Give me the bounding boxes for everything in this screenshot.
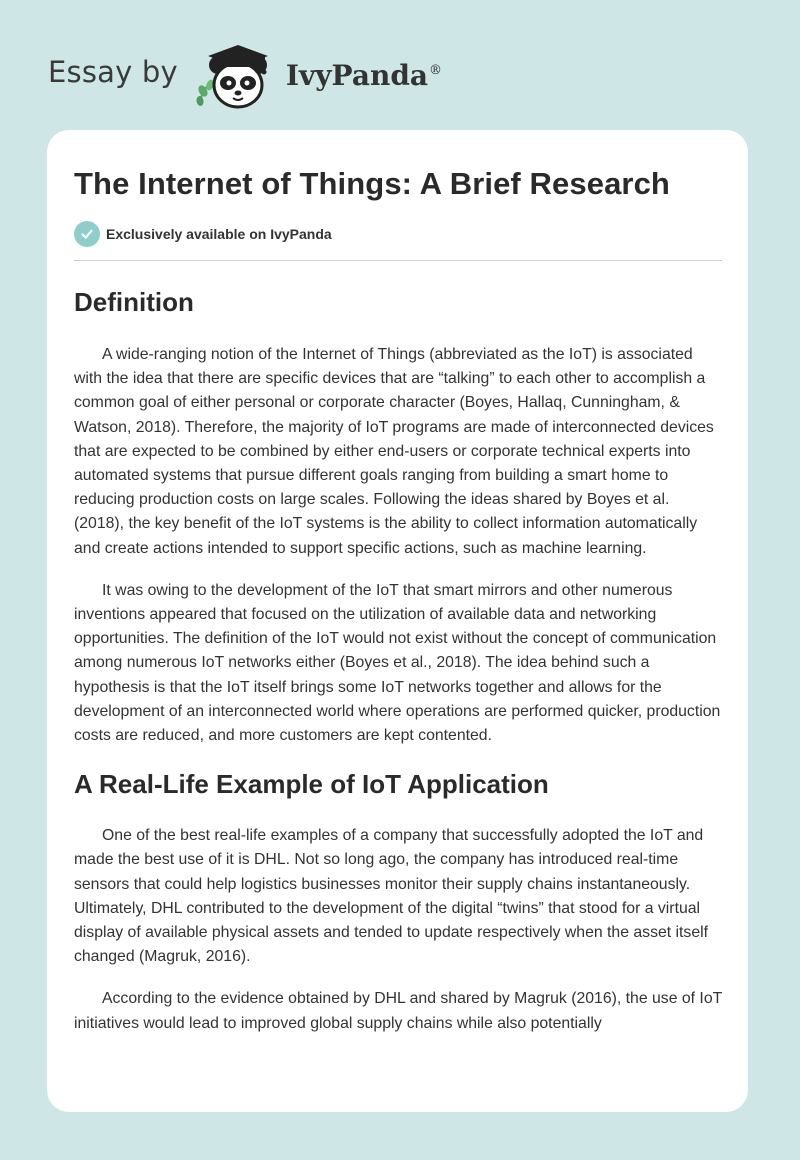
essay-card — [47, 130, 748, 1112]
section-heading-real-life-example: A Real-Life Example of IoT Application — [74, 769, 549, 800]
check-circle-icon — [74, 221, 100, 247]
exclusive-badge — [74, 221, 722, 247]
paragraph: A wide-ranging notion of the Internet of Things (abbreviated as the IoT) is associated with the idea that there are specific devices that are “talking” to each other to accomplish a common goal of either personal or corporate character (Boyes, Hallaq, Cunningham, & Watson, 2018). Therefore, the majority of IoT programs are made of interconnected devices that are expected to be combined by either end-users or corporate technical experts into automated systems that pursue different goals ranging from building a smart home to reducing production costs on large scales. Following the ideas shared by Boyes et al. (2018), the key benefit of the IoT systems is the ability to collect information automatically and create actions intended to support specific actions, such as machine learning. — [74, 346, 714, 557]
panda-logo-icon — [192, 39, 284, 113]
brand-prefix: Essay by — [48, 55, 178, 89]
section-heading-definition: Definition — [74, 287, 194, 317]
paragraph: According to the evidence obtained by DHL and shared by Magruk (2016), the use of IoT initiatives would lead to improved global supply chains while also potentially — [74, 990, 722, 1032]
badge-text: Exclusively available on IvyPanda — [106, 226, 332, 242]
brand-header[interactable] — [48, 36, 442, 116]
paragraph: It was owing to the development of the IoT that smart mirrors and other numerous inventions appeared that focused on the utilization of available data and networking opportunities. The definition of the IoT would not exist without the concept of communication among numerous IoT networks either (Boyes et al., 2018). The idea behind such a hypothesis is that the IoT itself brings some IoT networks together and allows for the development of an interconnected world where operations are performed quicker, production costs are reduced, and more customers are kept contented. — [74, 581, 721, 745]
paragraph: One of the best real-life examples of a company that successfully adopted the IoT and made the best use of it is DHL. Not so long ago, the company has introduced real-time sensors that could help logistics businesses monitor their supply chains instantaneously. Ultimately, DHL contributed to the development of the digital “twins” that stood for a virtual display of available physical assets and tended to update respectively when the asset itself changed (Magruk, 2016). — [74, 827, 709, 966]
title-divider — [74, 260, 722, 261]
page-title: The Internet of Things: A Brief Research — [74, 166, 670, 201]
brand-name: IvyPanda® — [285, 58, 443, 92]
